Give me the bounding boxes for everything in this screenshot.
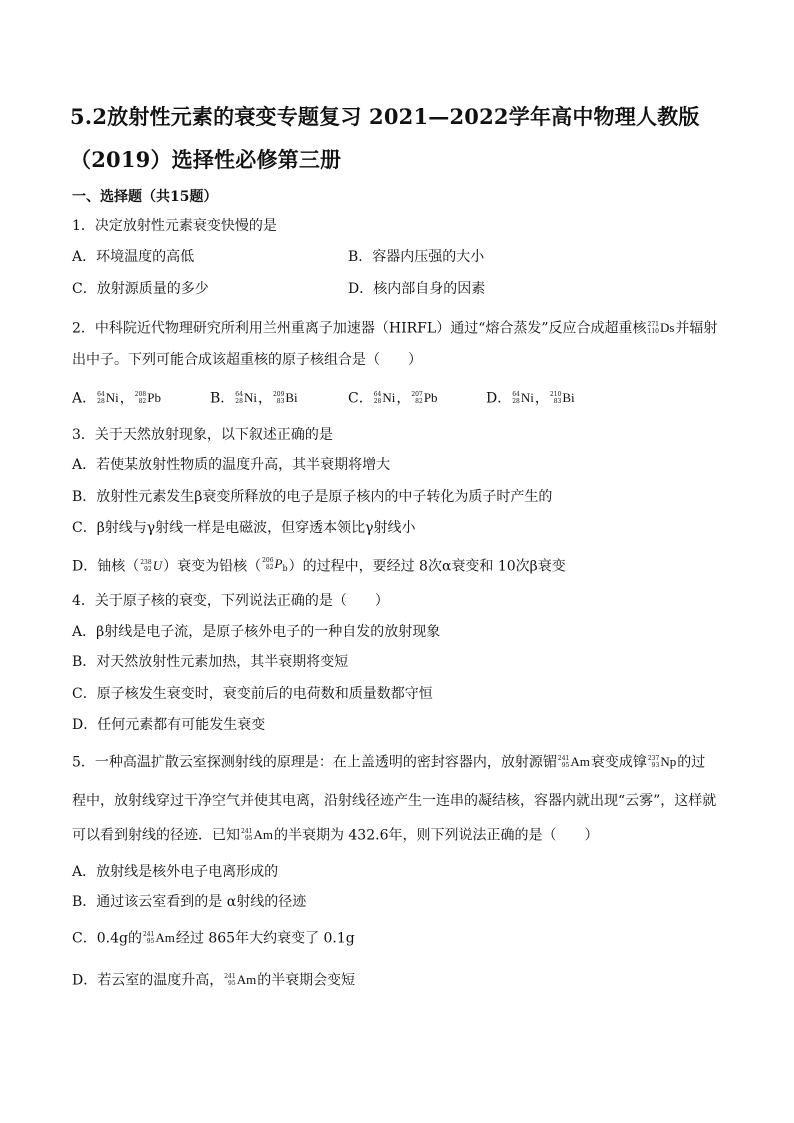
q5-stem-line2: 程中，放射线穿过干净空气并使其电离，沿射线径迹产生一连串的凝结核，容器内就出现“云雾”，这样就 (72, 793, 717, 809)
q2-stem-text: 2．中科院近代物理研究所利用兰州重离子加速器（HIRFL）通过“熔合蒸发”反应合成超重核 (72, 320, 647, 337)
q5-neptunium-nuclide: 237 93 Np (647, 754, 677, 769)
q2-stem-line1: 2．中科院近代物理研究所利用兰州重离子加速器（HIRFL）通过“熔合蒸发”反应合成超重核 271 110 Ds并辐射 (72, 318, 717, 339)
q3-option-a: A．若使某放射性物质的温度升高，其半衰期将增大 (72, 457, 391, 473)
q5-option-d: D．若云室的温度升高， 241 95 Am的半衰期会变短 (72, 972, 356, 989)
q5-stem-line1: 5．一种高温扩散云室探测射线的原理是：在上盖透明的密封容器内，放射源镅 241 95 Am衰变成镎 237 93 Np的过 (72, 752, 705, 773)
q5-stem-line3: 可以看到射线的径迹．已知 241 95 Am的半衰期为 432.6年，则下列说法正确的是（ ） (72, 827, 599, 844)
q4-option-d: D．任何元素都有可能发生衰变 (72, 717, 266, 733)
q1-option-b: B．容器内压强的大小 (348, 249, 485, 265)
q2-ds-nuclide: 271 110 Ds (647, 320, 675, 335)
q1-option-a: A．环境温度的高低 (72, 249, 195, 265)
q1-option-c: C．放射源质量的多少 (72, 281, 209, 297)
q2-option-b: B． 64 28 Ni， 209 83 Bi (210, 390, 298, 407)
q4-option-b: B．对天然放射性元素加热，其半衰期将变短 (72, 654, 349, 670)
q1-stem: 1．决定放射性元素衰变快慢的是 (72, 218, 277, 234)
q2-option-d: D． 64 28 Ni， 210 83 Bi (486, 390, 575, 407)
document-title-line2: （2019）选择性必修第三册 (70, 147, 342, 172)
q3-option-b: B．放射性元素发生β衰变所释放的电子是原子核内的中子转化为质子时产生的 (72, 489, 553, 505)
q2-stem-line2: 出中子。下列可能合成该超重核的原子核组合是（ ） (72, 352, 422, 368)
q2-option-c: C． 64 28 Ni， 207 82 Pb (348, 390, 438, 407)
q2-option-a: A． 64 28 Ni， 208 82 Pb (72, 390, 161, 407)
section-heading: 一、选择题（共15题） (72, 189, 218, 205)
q5-americium-nuclide: 241 95 Am (557, 754, 590, 769)
q4-stem: 4．关于原子核的衰变，下列说法正确的是（ ） (72, 593, 389, 609)
q3-lead-nuclide: 206 82 $P_b$ (262, 556, 288, 574)
q4-option-c: C．原子核发生衰变时，衰变前后的电荷数和质量数都守恒 (72, 686, 433, 702)
q3-stem: 3．关于天然放射现象，以下叙述正确的是 (72, 427, 333, 443)
q4-option-a: A．β射线是电子流，是原子核外电子的一种自发的放射现象 (72, 624, 441, 640)
document-title-line1: 5.2放射性元素的衰变专题复习 2021—2022学年高中物理人教版 (70, 104, 700, 129)
q1-option-d: D．核内部自身的因素 (348, 281, 486, 297)
q3-option-d: D．铀核（ 238 92 U）衰变为铅核（ 206 82 $P_b$）的过程中，要经过 8次α衰变和 10次β衰变 (72, 554, 566, 579)
q3-uranium-nuclide: 238 92 U (140, 558, 163, 574)
q5-option-b: B．通过该云室看到的是 α射线的径迹 (72, 894, 307, 910)
q3-option-c: C．β射线与γ射线一样是电磁波，但穿透本领比γ射线小 (72, 520, 416, 536)
q5-option-c: C．0.4g的 241 95 Am经过 865年大约衰变了 0.1g (72, 930, 355, 947)
q5-option-a: A．放射线是核外电子电离形成的 (72, 864, 279, 880)
